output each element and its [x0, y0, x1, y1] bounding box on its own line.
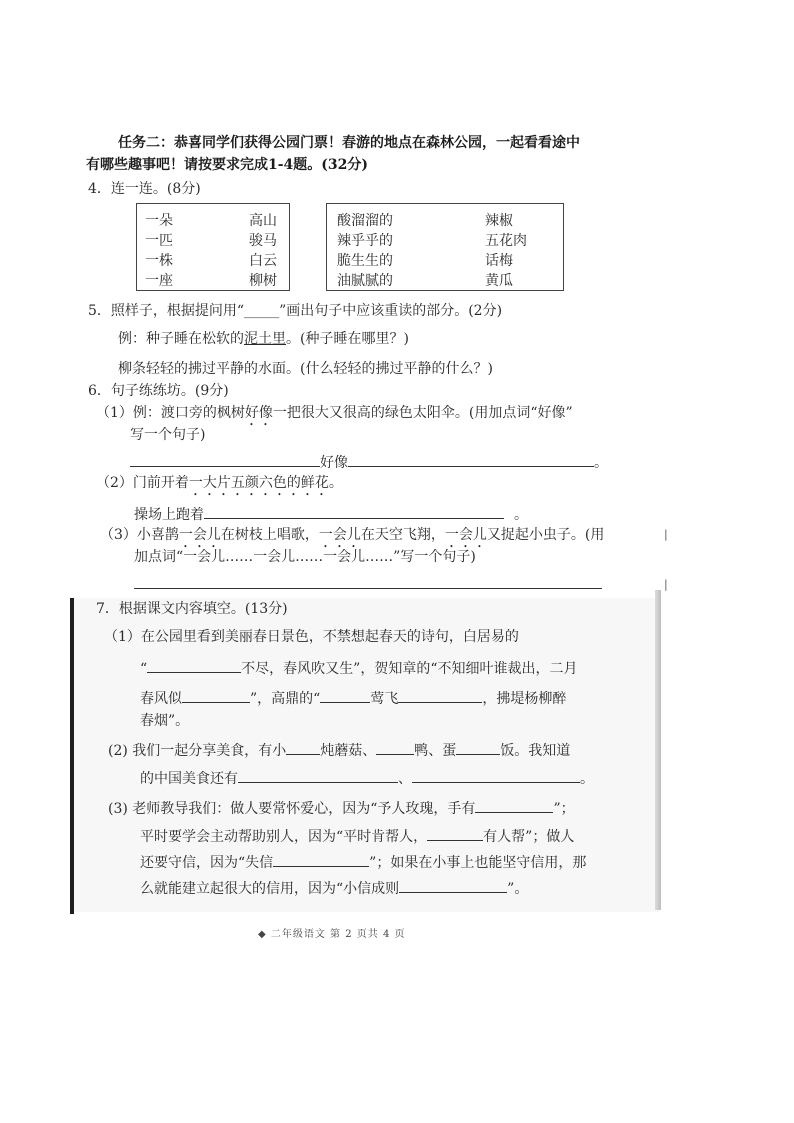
q6-s2-pre: （2）门前开着	[96, 475, 189, 491]
q7-p3-l1b: ”；	[553, 801, 575, 817]
q6-s2-end: 。	[514, 507, 528, 523]
box1-left-1: 一朵	[145, 213, 173, 229]
q6-s1-answer	[130, 452, 608, 472]
answer-blank[interactable]	[134, 574, 602, 589]
q7-p1-l3b: ”，高鼎的“	[250, 691, 321, 707]
q5-example-pre: 例：种子睡在松软的	[118, 331, 244, 347]
q7-p2-l2a: 的中国美食还有	[140, 771, 238, 787]
q6-s3-line2: 加点词“一会儿……一会儿……一会儿……”写一个句子)	[134, 549, 476, 565]
q7-p3-line3	[140, 852, 586, 872]
box1-left-3: 一株	[145, 253, 173, 269]
answer-blank[interactable]	[273, 852, 369, 867]
q7-p3-l4b: ”。	[507, 881, 529, 897]
q7-p1-l3d: ，拂堤杨柳醉	[482, 691, 567, 707]
q6-s3-b: 在树枝上唱歌，	[220, 527, 319, 543]
q5-title: 5．照样子，根据提问用“_____”画出句子中应该重读的部分。(2分)	[88, 303, 503, 319]
q5-example	[118, 330, 409, 348]
q7-p1-l2a: “	[140, 661, 148, 677]
q7-p1-line3	[140, 688, 566, 708]
box2-right-2: 五花肉	[485, 233, 527, 249]
q7-p3-line4	[140, 878, 528, 898]
q7-p1-l3a: 春风似	[140, 691, 182, 707]
q6-s3-c: 在天空飞翔，	[360, 527, 445, 543]
q5-example-underlined: 泥土里	[244, 331, 286, 347]
q7-p2-line1	[108, 740, 570, 760]
paper-edge	[70, 598, 74, 914]
q6-s2-answer	[134, 504, 528, 524]
q6-s1-dotted: 好像	[244, 405, 273, 421]
q7-p2-l1b: 炖蘑菇、	[320, 743, 377, 759]
box2-left-3: 脆生生的	[337, 253, 393, 269]
box2-left-4: 油腻腻的	[337, 273, 393, 289]
q6-s1-pre: （1）例：渡口旁的枫树	[96, 405, 245, 421]
q7-p1-line2	[140, 658, 578, 678]
q7-p3-l3b: ”；如果在小事上也能坚守信用，那	[369, 855, 587, 871]
answer-blank[interactable]	[130, 452, 320, 467]
answer-blank[interactable]	[182, 688, 250, 703]
page-footer: ◆ 二年级语文 第 2 页共 4 页	[258, 929, 406, 940]
q7-p3-l2b: 有人帮”；做人	[483, 829, 575, 845]
match-box-1	[136, 203, 290, 291]
q6-s3-dotted-2: 一会儿	[318, 527, 361, 543]
answer-blank[interactable]	[427, 826, 483, 841]
answer-blank[interactable]	[412, 768, 580, 783]
box2-right-4: 黄瓜	[485, 273, 513, 289]
q7-p3-l3a: 还要守信，因为“失信	[140, 855, 274, 871]
edge-mark: |	[664, 528, 668, 541]
answer-blank[interactable]	[376, 740, 414, 755]
q7-p1-l3c: 莺飞	[370, 691, 399, 707]
q6-s3-dotted-1: 一会儿	[178, 527, 221, 543]
q7-p3-line1	[108, 798, 575, 818]
box1-right-1: 高山	[249, 213, 277, 229]
q6-s3-a: （3）小喜鹊	[100, 527, 179, 543]
answer-blank[interactable]	[147, 658, 241, 673]
q6-s1-line2: 写一个句子)	[130, 427, 206, 443]
q6-s1-post: 一把很大又很高的绿色太阳伞。(用加点词“好像”	[272, 405, 573, 421]
q7-p2-line2	[140, 768, 594, 788]
q7-p1-l2b: 不尽，春风吹又生”，贺知章的“不知细叶谁裁出，二月	[241, 661, 578, 677]
box2-left-1: 酸溜溜的	[337, 213, 393, 229]
box1-right-2: 骏马	[249, 233, 277, 249]
answer-blank[interactable]	[204, 504, 504, 519]
match-box-2	[326, 203, 564, 291]
answer-blank[interactable]	[238, 768, 398, 783]
edge-mark: |	[664, 578, 668, 591]
box1-right-3: 白云	[249, 253, 277, 269]
box1-left-4: 一座	[145, 273, 173, 289]
box2-right-3: 话梅	[485, 253, 513, 269]
q7-p2-l2b: 、	[398, 771, 412, 787]
q6-s2-line2: 操场上跑着	[134, 507, 204, 523]
task-line-2: 有哪些趣事吧！请按要求完成1-4题。(32分)	[86, 157, 369, 173]
q4-title: 4．连一连。(8分)	[88, 181, 201, 197]
q7-title: 7．根据课文内容填空。(13分)	[96, 601, 288, 617]
answer-blank[interactable]	[399, 878, 507, 893]
q6-s1-end: 。	[594, 455, 608, 471]
box2-right-1: 辣椒	[485, 213, 513, 229]
q6-s3-answer	[134, 574, 602, 594]
q6-s2-dotted: 一大片五颜六色的鲜花	[188, 475, 329, 491]
answer-blank[interactable]	[320, 688, 370, 703]
q6-s2-post: 。	[328, 475, 343, 491]
answer-blank[interactable]	[456, 740, 500, 755]
q7-p3-l4a: 么就能建立起很大的信用，因为“小信成则	[140, 881, 400, 897]
q7-p2-l1a: (2) 我们一起分享美食，有小	[108, 743, 287, 759]
q7-p3-l2a: 平时要学会主动帮助别人，因为“平时肯帮人，	[140, 829, 428, 845]
answer-blank[interactable]	[286, 740, 320, 755]
q5-task: 柳条轻轻的拂过平静的水面。(什么轻轻的拂过平静的什么？)	[118, 361, 493, 377]
q7-p1-line1: （1）在公园里看到美丽春日景色，不禁想起春天的诗句，白居易的	[104, 629, 519, 645]
q7-p2-l1c: 鸭、蛋	[414, 743, 457, 759]
q7-p1-line4: 春烟”。	[140, 713, 190, 729]
q7-p3-l1a: (3) 老师教导我们：做人要常怀爱心，因为“予人玫瑰，手有	[108, 801, 476, 817]
q7-p2-l2c: 。	[580, 771, 594, 787]
paper-fold	[655, 590, 661, 910]
q6-s2	[96, 474, 343, 499]
box1-right-4: 柳树	[249, 273, 277, 289]
q7-p2-l1d: 饭。我知道	[500, 743, 571, 759]
answer-blank[interactable]	[475, 798, 553, 813]
q5-example-post: 。(种子睡在哪里？)	[286, 331, 409, 347]
q6-s3-dotted-3: 一会儿	[444, 527, 487, 543]
task-line-1: 任务二：恭喜同学们获得公园门票！春游的地点在森林公园，一起看看途中	[118, 135, 580, 151]
answer-blank[interactable]	[398, 688, 482, 703]
box2-left-2: 辣乎乎的	[337, 233, 393, 249]
q6-s1-mid: 好像	[320, 455, 348, 471]
q7-p3-line2	[140, 826, 574, 846]
answer-blank[interactable]	[348, 452, 594, 467]
box1-left-2: 一匹	[145, 233, 173, 249]
q6-title: 6．句子练练坊。(9分)	[88, 383, 229, 399]
q6-s3-d: 又捉起小虫子。(用	[486, 527, 605, 543]
